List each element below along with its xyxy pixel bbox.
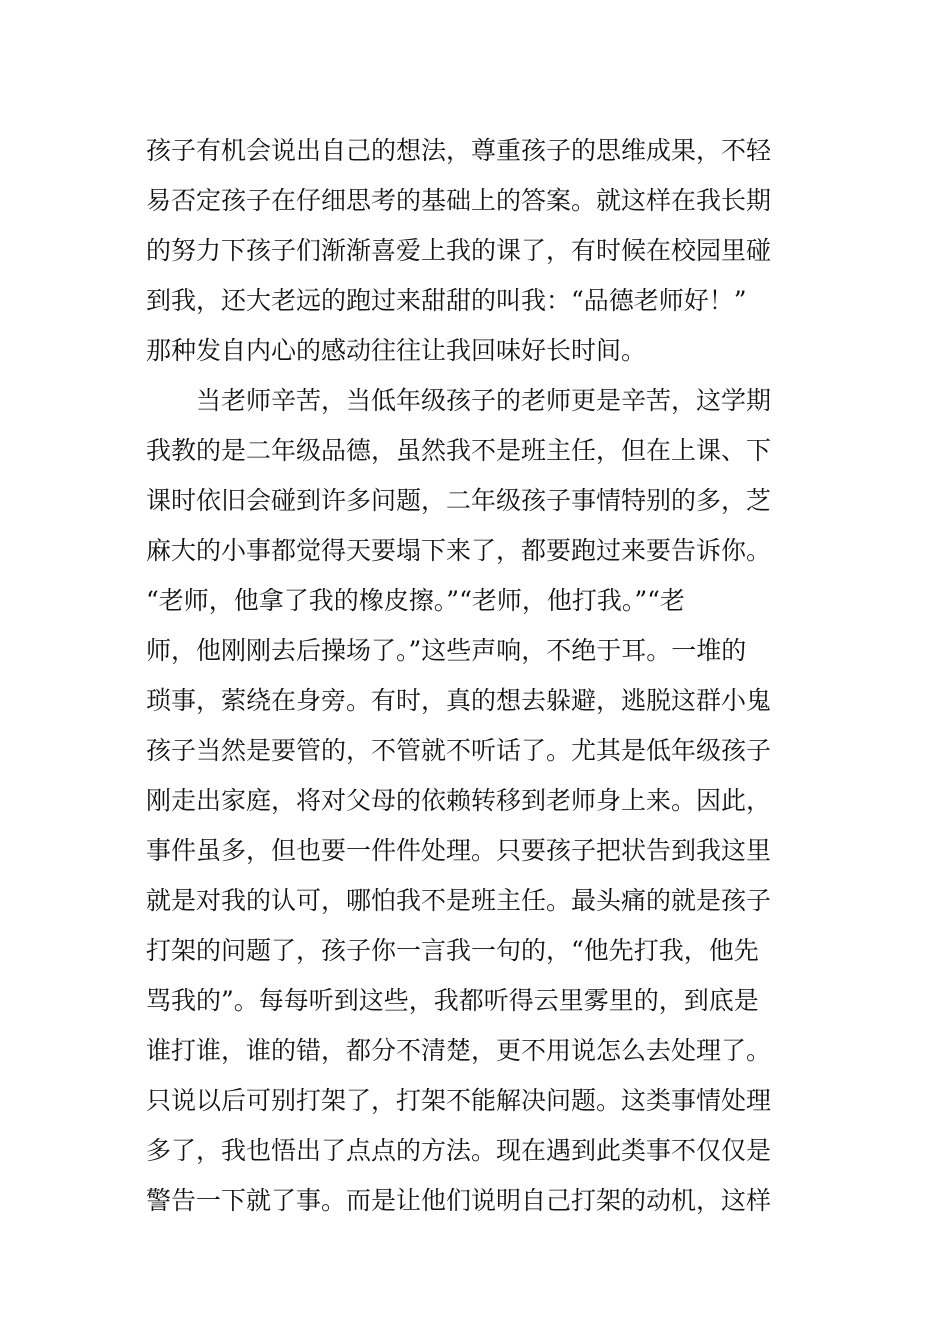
text-line: 打架的问题了，孩子你一言我一句的，“他先打我，他先: [146, 936, 759, 965]
text-line: 师，他刚刚去后操场了。”这些声响，不绝于耳。一堆的: [146, 636, 747, 665]
text-line: “老师，他拿了我的橡皮擦。”“老师，他打我。”“老: [146, 586, 685, 615]
text-line: 课时依旧会碰到许多问题，二年级孩子事情特别的多，芝: [146, 486, 772, 515]
text-line: 谁打谁，谁的错，都分不清楚，更不用说怎么去处理了。: [146, 1036, 772, 1065]
text-line: 当老师辛苦，当低年级孩子的老师更是辛苦，这学期: [146, 386, 772, 415]
text-line: 警告一下就了事。而是让他们说明自己打架的动机，这样: [146, 1186, 772, 1215]
text-line: 多了，我也悟出了点点的方法。现在遇到此类事不仅仅是: [146, 1136, 772, 1165]
text-line: 的努力下孩子们渐渐喜爱上我的课了，有时候在校园里碰: [146, 236, 772, 265]
text-line: 易否定孩子在仔细思考的基础上的答案。就这样在我长期: [146, 186, 772, 215]
text-line: 我教的是二年级品德，虽然我不是班主任，但在上课、下: [146, 436, 772, 465]
text-line: 事件虽多，但也要一件件处理。只要孩子把状告到我这里: [146, 836, 772, 865]
text-line: 那种发自内心的感动往往让我回味好长时间。: [146, 336, 647, 365]
text-line: 就是对我的认可，哪怕我不是班主任。最头痛的就是孩子: [146, 886, 772, 915]
text-line: 孩子当然是要管的，不管就不听话了。尤其是低年级孩子: [146, 736, 772, 765]
text-line: 孩子有机会说出自己的想法，尊重孩子的思维成果，不轻: [146, 136, 772, 165]
text-line: 琐事，萦绕在身旁。有时，真的想去躲避，逃脱这群小鬼: [146, 686, 772, 715]
text-line: 只说以后可别打架了，打架不能解决问题。这类事情处理: [146, 1086, 772, 1115]
text-line: 骂我的”。每每听到这些，我都听得云里雾里的，到底是: [146, 986, 759, 1015]
document-body: [146, 126, 806, 1226]
text-line: 麻大的小事都觉得天要塌下来了，都要跑过来要告诉你。: [146, 536, 772, 565]
text-line: 到我，还大老远的跑过来甜甜的叫我：“品德老师好！”: [146, 286, 747, 315]
text-line: 刚走出家庭，将对父母的依赖转移到老师身上来。因此，: [146, 786, 772, 815]
